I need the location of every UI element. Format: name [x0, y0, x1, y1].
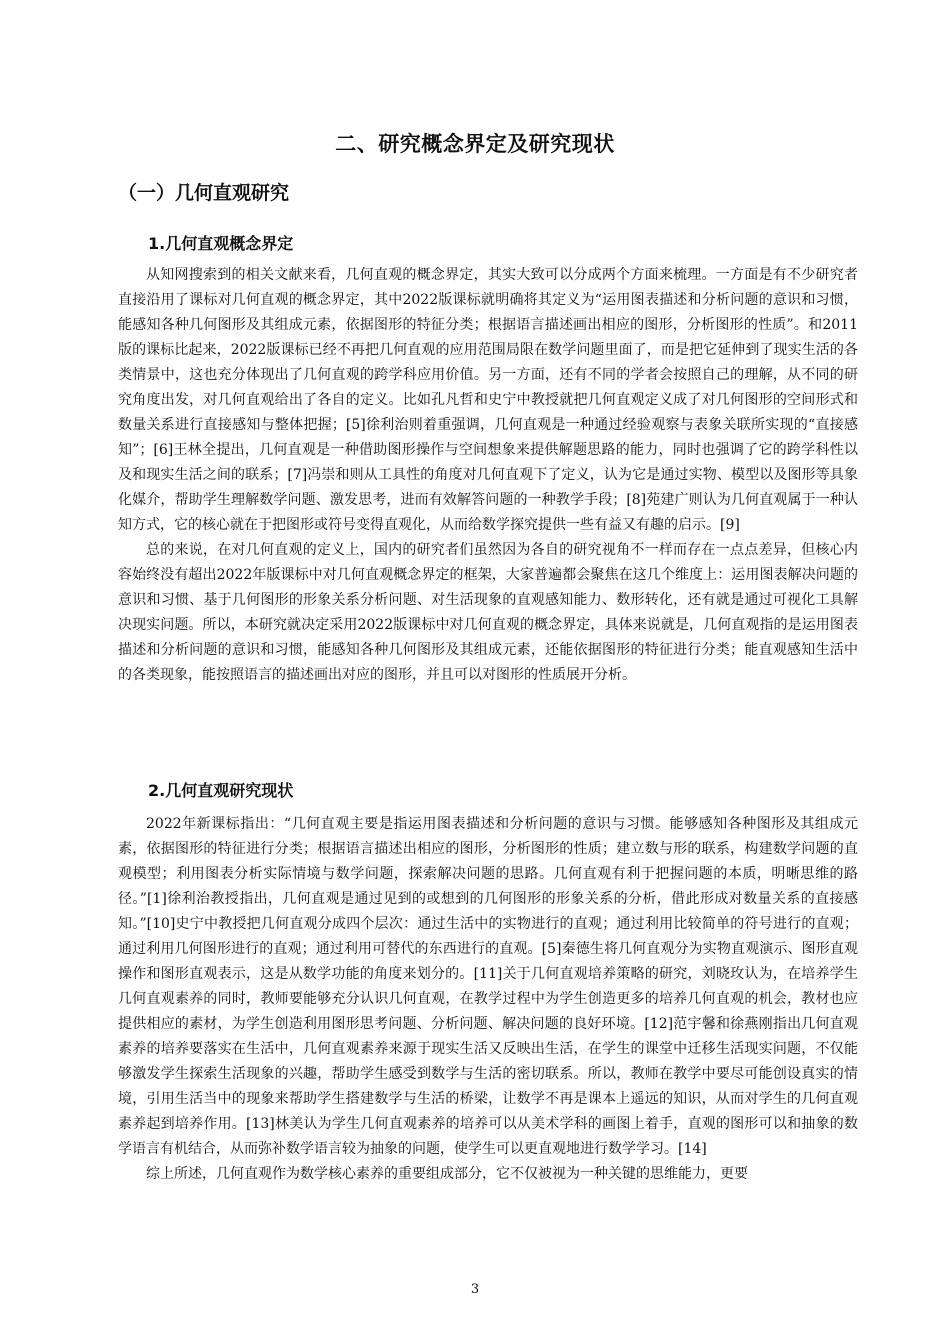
subsection-title-status: 2.几何直观研究现状 [148, 781, 294, 800]
status-body [118, 812, 858, 1187]
body-paragraph: 从知网搜索到的相关文献来看，几何直观的概念界定，其实大致可以分成两个方面来梳理。一方面是有不少研究者直接沿用了课标对几何直观的概念界定，其中2022版课标就明确将其定义为“运用图表描述和分析问题的意识和习惯，能感知各种几何图形及其组成元素，依据图形的特征分类；根据语言描述画出相应的图形，分析图形的性质”。和2011版的课标比起来，2022版课标已经不再把几何直观的应用范围局限在数学问题里面了，而是把它延伸到了现实生活的各类情景中，这也充分体现出了几何直观的跨学科应用价值。另一方面，还有不同的学者会按照自己的理解，从不同的研究角度出发，对几何直观给出了各自的定义。比如孔凡哲和史宁中教授就把几何直观定义成了对几何图形的空间形式和数量关系进行直接感知与整体把握；[5]徐利治则着重强调，几何直观是一种通过经验观察与表象关联所实现的“直接感知”；[6]王林全提出，几何直观是一种借助图形操作与空间想象来提供解题思路的能力，同时也强调了它的跨学科性以及和现实生活之间的联系；[7]冯崇和则从工具性的角度对几何直观下了定义，认为它是通过实物、模型以及图形等具象化媒介，帮助学生理解数学问题、激发思考，进而有效解答问题的一种教学手段；[8]苑建广则认为几何直观属于一种认知方式，它的核心就在于把图形或符号变得直观化，从而给数学探究提供一些有益又有趣的启示。[9] [118, 267, 858, 533]
section-title: （一）几何直观研究 [118, 182, 290, 204]
body-paragraph: 综上所述，几何直观作为数学核心素养的重要组成部分，它不仅被视为一种关键的思维能力，更要 [146, 1166, 748, 1182]
subsection-title-concept: 1.几何直观概念界定 [148, 234, 294, 253]
body-paragraph: 总的来说，在对几何直观的定义上，国内的研究者们虽然因为各自的研究视角不一样而存在一点点差异，但核心内容始终没有超出2022年版课标中对几何直观概念界定的框架，大家普遍都会聚焦在这几个维度上：运用图表解决问题的意识和习惯、基于几何图形的形象关系分析问题、对生活现象的直观感知能力、数形转化，还有就是通过可视化工具解决现实问题。所以，本研究就决定采用2022版课标中对几何直观的概念界定，具体来说就是，几何直观指的是运用图表描述和分析问题的意识和习惯，能感知各种几何图形及其组成元素，还能依据图形的特征进行分类；能直观感知生活中的各类现象，能按照语言的描述画出对应的图形，并且可以对图形的性质展开分析。 [118, 542, 858, 683]
chapter-title: 二、研究概念界定及研究现状 [335, 132, 615, 156]
body-paragraph: 2022年新课标指出：“几何直观主要是指运用图表描述和分析问题的意识与习惯。能够感知各种图形及其组成元素，依据图形的特征进行分类；根据语言描述出相应的图形，分析图形的性质；建立数与形的联系，构建数学问题的直观模型；利用图表分析实际情境与数学问题，探索解决问题的思路。几何直观有利于把握问题的本质，明晰思维的路径。”[1]徐利治教授指出，几何直观是通过见到的或想到的几何图形的形象关系的分析，借此形成对数量关系的直接感知。”[10]史宁中教授把几何直观分成四个层次：通过生活中的实物进行的直观；通过利用比较简单的符号进行的直观；通过利用几何图形进行的直观；通过利用可替代的东西进行的直观。[5]秦德生将几何直观分为实物直观演示、图形直观操作和图形直观表示，这是从数学功能的角度来划分的。[11]关于几何直观培养策略的研究，刘晓玫认为，在培养学生几何直观素养的同时，教师要能够充分认识几何直观，在教学过程中为学生创造更多的培养几何直观的机会，教材也应提供相应的素材，为学生创造利用图形思考问题、分析问题、解决问题的良好环境。[12]范宇馨和徐燕刚指出几何直观素养的培养要落实在生活中，几何直观素养来源于现实生活又反映出生活，在学生的课堂中迁移生活现实问题，不仅能够激发学生探索生活现象的兴趣，帮助学生感受到数学与生活的密切联系。所以，教师在教学中要尽可能创设真实的情境，引用生活当中的现象来帮助学生搭建数学与生活的桥梁，让数学不再是课本上遥远的知识，从而对学生的几何直观素养起到培养作用。[13]林美认为学生几何直观素养的培养可以从美术学科的画图上着手，直观的图形可以和抽象的数学语言有机结合，从而弥补数学语言较为抽象的问题，使学生可以更直观地进行数学学习。[14] [118, 816, 858, 1157]
page-number: 3 [470, 1282, 480, 1297]
concept-body [118, 263, 858, 688]
